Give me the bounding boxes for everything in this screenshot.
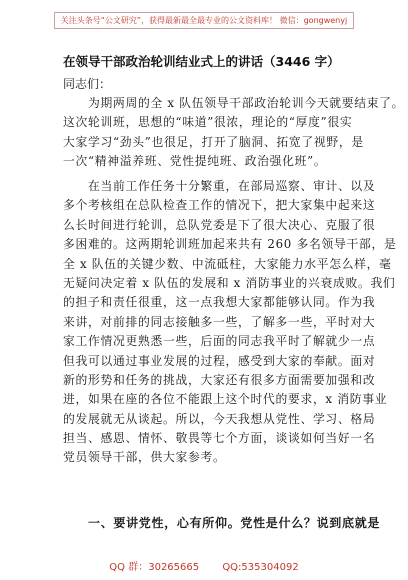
text-line: 这次轮训班，思想的“味道”很浓，理论的“厚度”很实	[63, 115, 353, 130]
qq-number-text: QQ:535304092	[222, 562, 299, 573]
text-line: 来讲，对前排的同志接触多一些，了解多一些，平时对大	[63, 314, 376, 329]
text-line: 党员领导干部，供大家参考。	[63, 450, 226, 465]
text-line: 进，如果在座的各位不能跟上这个时代的要求，x 消防事业	[63, 392, 388, 407]
text-line: 但我可以通过事业发展的过程，感受到大家的奉献。面对	[63, 353, 376, 368]
text-line: 多困难的。这两期轮训班加起来共有 260 多名领导干部，是	[63, 237, 397, 252]
text-line: 的发展就无从谈起。所以，今天我想从党性、学习、格局	[63, 411, 376, 426]
text-line: 在当前工作任务十分繁重，在部局巡察、审计、以及	[88, 179, 376, 193]
paragraph-2	[63, 177, 397, 468]
footer	[0, 558, 408, 573]
banner-text: 关注头条号“公文研究”，获得最新最全最专业的公文资料库！ 微信：gongwenyj	[54, 12, 354, 29]
text-line: 家工作情况更熟悉一些，后面的同志我平时了解就少一点	[63, 334, 376, 349]
text-line: 为期两周的全 x 队伍领导干部政治轮训今天就要结束了。	[88, 96, 405, 110]
paragraph-1	[63, 94, 405, 172]
text-line: 么长时间进行轮训，总队党委是下了很大决心、克服了很	[63, 217, 376, 232]
greeting: 同志们：	[63, 77, 112, 91]
text-line: 担当、感恩、情怀、敬畏等七个方面，谈谈如何当好一名	[63, 431, 376, 446]
text-line: 一次“精神溢养班、党性提纯班、政治强化班”。	[63, 154, 327, 169]
section-heading-line: 一、要讲党性，心有所仰。党性是什么？说到底就是	[88, 516, 381, 530]
text-line: 多个考核组在总队检查工作的情况下，把大家集中起来这	[63, 198, 376, 213]
text-line: 无疑问决定着 x 队伍的发展和 x 消防事业的兴衰成败。我们	[63, 275, 396, 290]
document-title: 在领导干部政治轮训结业式上的讲话（3446 字）	[63, 54, 340, 69]
text-line: 大家学习“劲头”也很足，打开了脑洞、拓宽了视野，是	[63, 134, 364, 149]
text-line: 全 x 队伍的关键少数、中流砥柱，大家能力水平怎么样，毫	[63, 256, 392, 271]
text-line: 新的形势和任务的挑战，大家还有很多方面需要加强和改	[63, 372, 376, 387]
qq-group-text: QQ 群：30265665	[109, 562, 200, 573]
section-heading-1	[63, 514, 381, 533]
text-line: 的担子和责任很重，这一点我想大家都能够认同。作为我	[63, 295, 376, 310]
top-banner	[0, 0, 408, 40]
